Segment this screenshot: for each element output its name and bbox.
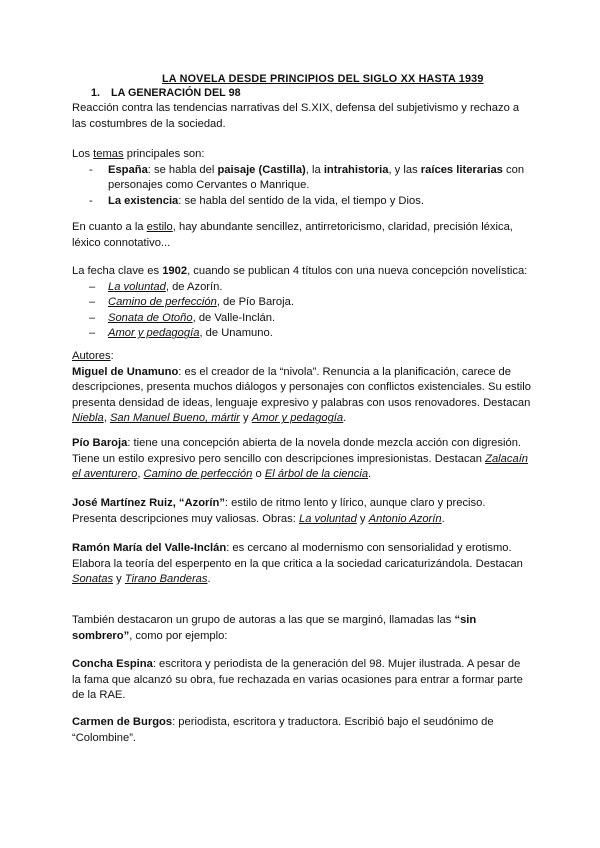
list-item: - La existencia: se habla del sentido de la vida, el tiempo y Dios.	[72, 194, 532, 210]
work-title: La voluntad	[108, 280, 166, 293]
key-year: 1902	[162, 265, 188, 277]
estilo-paragraph: En cuanto a la estilo, hay abundante sencillez, antirretoricismo, claridad, precisión léxica, léxico connotativo...	[72, 221, 513, 249]
fecha-lead: La fecha clave es 1902, cuando se publican 4 títulos con una nueva concepción novelística:	[72, 265, 528, 277]
section-heading-text: LA GENERACIÓN DEL 98	[111, 87, 241, 99]
intro-paragraph: Reacción contra las tendencias narrativas del S.XIX, defensa del subjetivismo y rechazo a las costumbres de la sociedad.	[72, 102, 520, 130]
temas-keyword: temas	[93, 148, 124, 160]
temas-lead: Los temas principales son:	[72, 148, 205, 160]
work-title: Sonata de Otoño	[108, 311, 193, 324]
author-name: José Martínez Ruiz, “Azorín”	[72, 497, 225, 509]
author-azorin: José Martínez Ruiz, “Azorín”: estilo de ritmo lento y lírico, aunque claro y preciso. Presenta descripciones muy valiosas. Obras: La voluntad y Antonio Azorín.	[72, 497, 486, 525]
work-title: Antonio Azorín	[368, 512, 442, 525]
fecha-section	[72, 264, 532, 342]
author-baroja: Pío Baroja: tiene una concepción abierta de la novela donde mezcla acción con digresión. Tiene un estilo expresivo pero sencillo con descripciones impresionistas. Destacan Zalacaín el aventurero, Camino de perfección o El árbol de la ciencia.	[72, 437, 529, 481]
work-title: Zalacaín el aventurero	[72, 452, 529, 481]
autores-section	[72, 349, 532, 427]
work-title: Tirano Banderas	[124, 573, 208, 586]
works-1902-list	[72, 280, 532, 342]
list-item: – La voluntad, de Azorín.	[72, 280, 532, 296]
work-title: Camino de perfección	[143, 468, 253, 481]
estilo-keyword: estilo	[146, 221, 173, 233]
temas-section	[72, 147, 532, 209]
section-heading	[91, 86, 551, 102]
work-title: Camino de perfección	[108, 296, 217, 309]
list-item: – Sonata de Otoño, de Valle-Inclán.	[72, 311, 532, 327]
document-title: LA NOVELA DESDE PRINCIPIOS DEL SIGLO XX HASTA 1939	[162, 73, 484, 85]
list-item: – Amor y pedagogía, de Unamuno.	[72, 326, 532, 342]
author-name: Concha Espina	[72, 658, 153, 670]
work-title: Sonatas	[72, 573, 114, 586]
list-item: – Camino de perfección, de Pío Baroja.	[72, 295, 532, 311]
author-valle-inclan: Ramón María del Valle-Inclán: es cercano al modernismo con sensorialidad y erotismo. Elabora la teoría del esperpento en la que critica a la sociedad caricaturizándola. Destacan Sonatas y Tirano Banderas.	[72, 542, 523, 586]
work-title: Niebla	[72, 412, 104, 425]
sin-sombrero-label: “sin sombrero”	[72, 614, 477, 642]
author-unamuno: Miguel de Unamuno: es el creador de la “nivola”. Renuncia a la planificación, carece de descripciones, presenta muchos diálogos y personajes con conflictos existenciales. Su estilo presenta densidad de ideas, lenguaje expresivo y palabras con usos renovadores. Destacan Niebla, San Manuel Bueno, mártir y Amor y pedagogía.	[72, 365, 531, 425]
work-title: La voluntad	[298, 512, 357, 525]
temas-list	[72, 163, 532, 210]
autores-heading: Autores:	[72, 350, 114, 362]
work-title: Amor y pedagogía	[251, 412, 344, 425]
section-number: 1.	[91, 87, 101, 99]
author-name: Pío Baroja	[72, 437, 128, 449]
work-title: San Manuel Bueno, mártir	[109, 412, 240, 425]
work-title: Amor y pedagogía	[108, 327, 200, 340]
author-name: Ramón María del Valle-Inclán	[72, 542, 227, 554]
author-espina: Concha Espina: escritora y periodista de la generación del 98. Mujer ilustrada. A pesar de la fama que alcanzó su obra, fue rechazada en varias ocasiones para entrar a formar parte de la RAE.	[72, 658, 523, 702]
author-name: Miguel de Unamuno	[72, 365, 179, 378]
author-name: Carmen de Burgos	[72, 716, 173, 728]
work-title: El árbol de la ciencia	[264, 468, 369, 481]
autoras-paragraph: También destacaron un grupo de autoras a las que se marginó, llamadas las “sin sombrero”, como por ejemplo:	[72, 614, 477, 642]
author-burgos: Carmen de Burgos: periodista, escritora y traductora. Escribió bajo el seudónimo de “Colombine”.	[72, 716, 494, 744]
list-item: - España: se habla del paisaje (Castilla), la intrahistoria, y las raíces literarias con personajes como Cervantes o Manrique.	[72, 163, 532, 194]
